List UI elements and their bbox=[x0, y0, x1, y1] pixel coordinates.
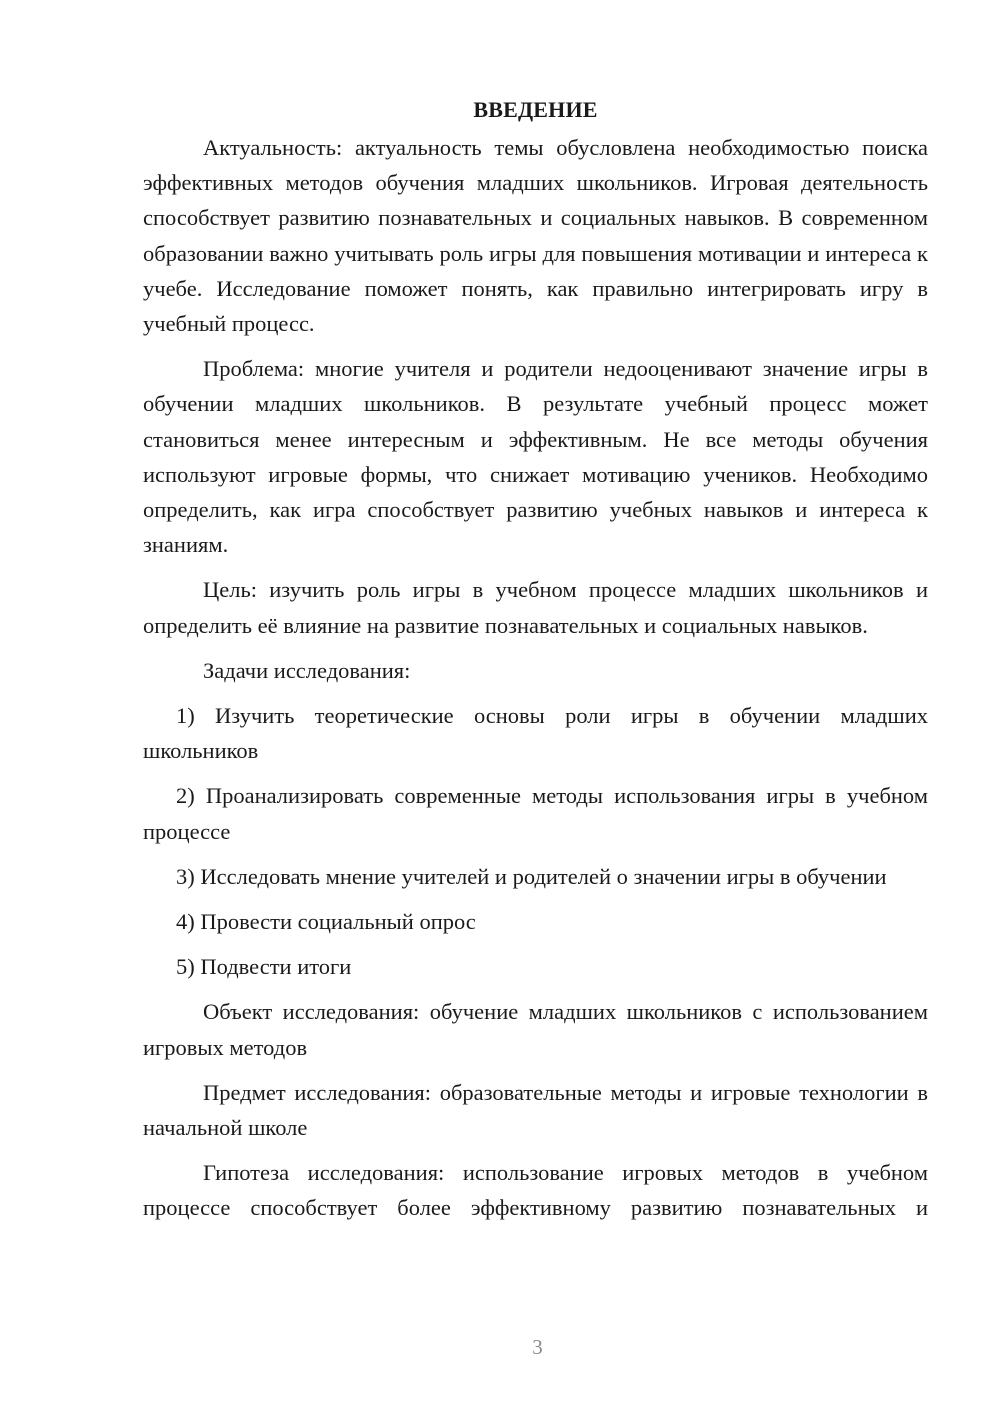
task-item-4: 4) Провести социальный опрос bbox=[176, 909, 476, 935]
paragraph-goal: Цель: изучить роль игры в учебном процессе младших школьников и определить её влияние на развитие познавательных и социальных навыков. bbox=[143, 577, 928, 638]
paragraph-object: Объект исследования: обучение младших школьников с использованием игровых методов bbox=[143, 999, 928, 1060]
task-item-3: 3) Исследовать мнение учителей и родителей о значении игры в обучении bbox=[176, 863, 887, 889]
page-number: 3 bbox=[532, 1335, 543, 1359]
paragraph-tasks-heading: Задачи исследования: bbox=[203, 657, 411, 683]
paragraph-hypothesis: Гипотеза исследования: использование игровых методов в учебном процессе способствует более эффективному развитию познавательных и bbox=[143, 1160, 928, 1221]
page-title: ВВЕДЕНИЕ bbox=[473, 97, 598, 122]
task-item-2: 2) Проанализировать современные методы использования игры в учебном процессе bbox=[143, 783, 928, 844]
page-content bbox=[143, 92, 928, 1226]
task-item-1: 1) Изучить теоретические основы роли игры в обучении младших школьников bbox=[143, 703, 928, 764]
task-item-5: 5) Подвести итоги bbox=[176, 954, 352, 980]
paragraph-relevance: Актуальность: актуальность темы обусловлена необходимостью поиска эффективных методов обучения младших школьников. Игровая деятельность способствует развитию познавательных и социальных навыков. В современном образовании важно учитывать роль игры для повышения мотивации и интереса к учебе. Исследование поможет понять, как правильно интегрировать игру в учебный процесс. bbox=[143, 135, 928, 337]
paragraph-subject: Предмет исследования: образовательные методы и игровые технологии в начальной школе bbox=[143, 1079, 928, 1141]
paragraph-problem: Проблема: многие учителя и родители недооценивают значение игры в обучении младших школьников. В результате учебный процесс может становиться менее интересным и эффективным. Не все методы обучения используют игровые формы, что снижает мотивацию учеников. Необходимо определить, как игра способствует развитию учебных навыков и интереса к знаниям. bbox=[143, 356, 928, 558]
